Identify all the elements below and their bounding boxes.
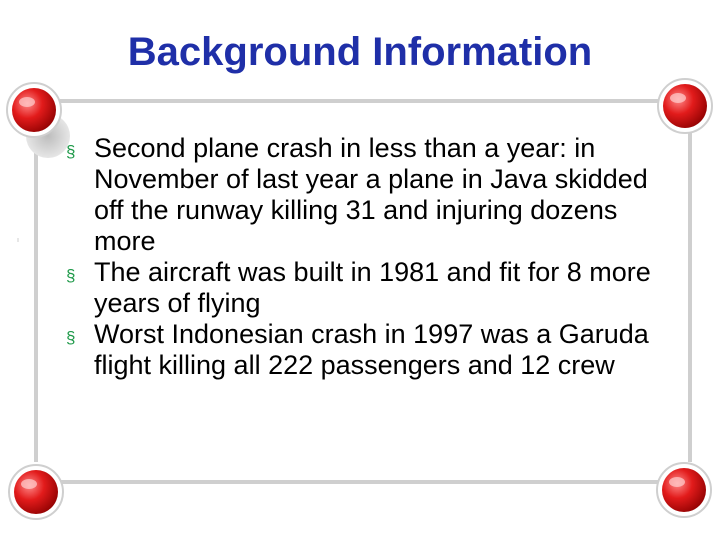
bullet-item [62,133,662,257]
pin-bottom-right-icon [657,463,711,517]
bullet-text: Second plane crash in less than a year: in November of last year a plane in Java skidded off the runway killing 31 and injuring dozens more [94,133,648,256]
bullet-marker-icon: § [66,266,76,285]
bullet-item [62,257,662,319]
bullet-text: Worst Indonesian crash in 1997 was a Garuda flight killing all 222 passengers and 12 crew [94,319,649,380]
bullet-marker-icon: § [66,328,76,347]
slide-title: Background Information [127,30,593,74]
pin-top-right-icon [658,79,712,133]
bullet-list [62,133,662,381]
bullet-marker-icon: § [66,142,76,161]
bullet-item [62,319,662,381]
pin-top-left-icon [7,83,70,158]
bullet-text: The aircraft was built in 1981 and fit for 8 more years of flying [94,257,651,318]
pin-bottom-left-icon [9,465,63,519]
